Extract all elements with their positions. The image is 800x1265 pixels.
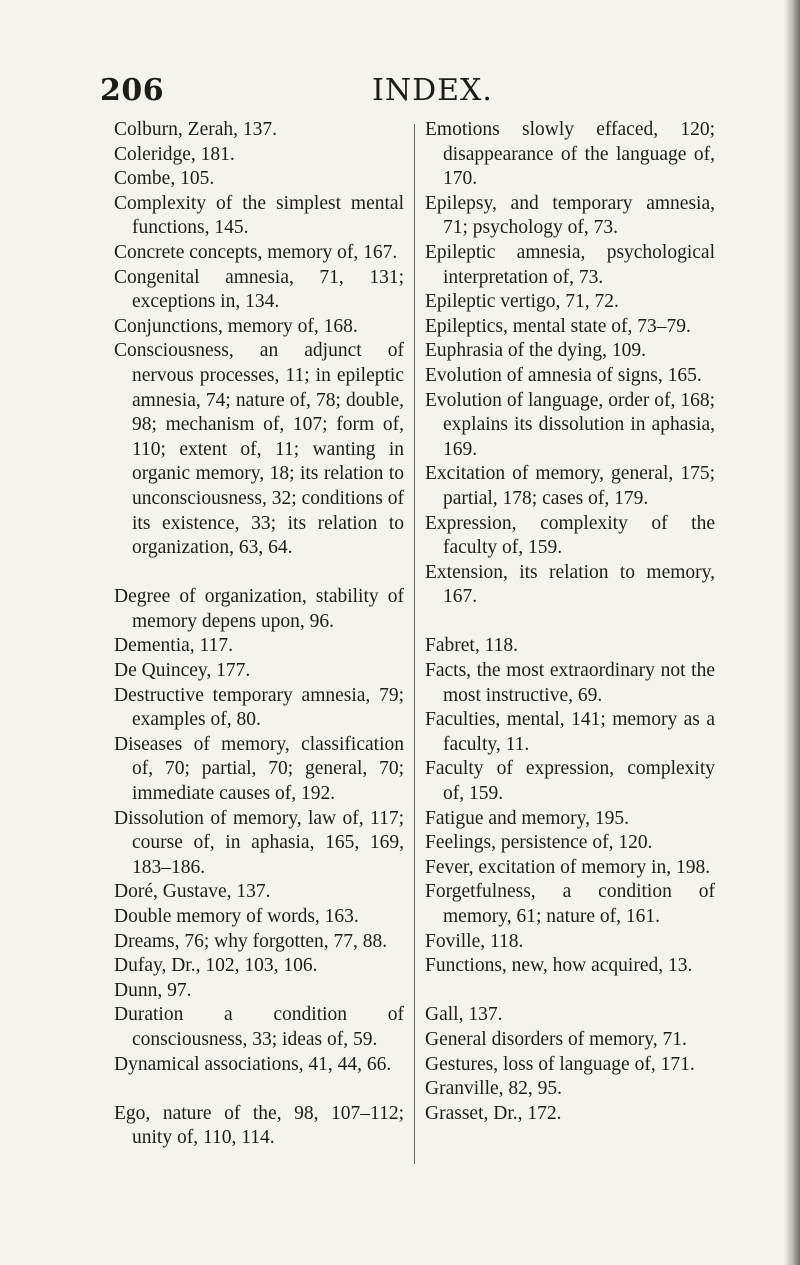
- index-entry: Euphrasia of the dying, 109.: [425, 340, 646, 362]
- index-entry: Dementia, 117.: [114, 635, 233, 657]
- index-entry: Gestures, loss of language of, 171.: [425, 1053, 695, 1075]
- index-entry: Conjunctions, memory of, 168.: [114, 315, 358, 337]
- index-column-right: [425, 118, 715, 1126]
- index-entry: Double memory of words, 163.: [114, 906, 359, 927]
- index-entry: Destructive temporary amnesia, 79; examples of, 80.: [114, 684, 404, 731]
- index-entry: Duration a condition of consciousness, 33; ideas of, 59.: [114, 1004, 404, 1050]
- index-entry: Dufay, Dr., 102, 103, 106.: [114, 955, 318, 977]
- index-entry: Diseases of memory, classification of, 70; partial, 70; general, 70; immediate causes of, 192.: [114, 733, 404, 805]
- index-entry: Fabret, 118.: [425, 635, 518, 657]
- page-header: [0, 62, 800, 112]
- index-entry: Evolution of amnesia of signs, 165.: [425, 364, 702, 386]
- index-entry: Excitation of memory, general, 175; partial, 178; cases of, 179.: [425, 463, 715, 509]
- index-entry: Foville, 118.: [425, 930, 524, 952]
- index-entry: Faculties, mental, 141; memory as a faculty, 11.: [425, 709, 715, 755]
- index-entry: Fatigue and memory, 195.: [425, 807, 629, 829]
- index-entry: Consciousness, an adjunct of nervous processes, 11; in epileptic amnesia, 74; nature of, 78; double, 98; mechanism of, 107; form of, 110; extent of, 11; wanting in organic memory, 18; its relation to unconsciousness, 32; conditions of its existence, 33; its relation to organization, 63, 64.: [114, 340, 404, 559]
- index-entry: De Quincey, 177.: [114, 660, 251, 682]
- index-column-left: [114, 118, 404, 1151]
- index-entry: Epileptic amnesia, psychological interpretation of, 73.: [425, 241, 715, 288]
- index-entry: Epilepsy, and temporary amnesia, 71; psychology of, 73.: [425, 192, 715, 239]
- index-entry: Feelings, persistence of, 120.: [425, 832, 653, 854]
- index-entry: Degree of organization, stability of memory depens upon, 96.: [114, 586, 404, 632]
- index-entry: General disorders of memory, 71.: [425, 1028, 687, 1050]
- column-divider: [414, 124, 415, 1164]
- page-number: 206: [100, 73, 165, 108]
- index-entry: Granville, 82, 95.: [425, 1078, 563, 1100]
- index-entry: Colburn, Zerah, 137.: [114, 119, 278, 140]
- index-entry: Doré, Gustave, 137.: [114, 881, 271, 903]
- index-entry: Forgetfulness, a condition of memory, 61; nature of, 161.: [425, 881, 715, 927]
- page-edge-shadow: [784, 0, 800, 1265]
- index-entry: Epileptics, mental state of, 73–79.: [425, 315, 691, 337]
- index-entry: Fever, excitation of memory in, 198.: [425, 856, 711, 878]
- index-entry: Concrete concepts, memory of, 167.: [114, 241, 398, 263]
- index-entry: Dunn, 97.: [114, 979, 192, 1001]
- index-entry: Ego, nature of the, 98, 107–112; unity of, 110, 114.: [114, 1102, 404, 1149]
- index-entry: Grasset, Dr., 172.: [425, 1102, 562, 1124]
- index-entry: Combe, 105.: [114, 168, 215, 190]
- index-entry: Functions, new, how acquired, 13.: [425, 955, 693, 977]
- index-entry: Extension, its relation to memory, 167.: [425, 561, 715, 608]
- index-entry: Evolution of language, order of, 168; explains its dissolution in aphasia, 169.: [425, 389, 715, 460]
- index-entry: Expression, complexity of the faculty of, 159.: [425, 512, 715, 559]
- index-entry: Epileptic vertigo, 71, 72.: [425, 291, 619, 313]
- index-entry: Dissolution of memory, law of, 117; course of, in aphasia, 165, 169, 183–186.: [114, 807, 404, 878]
- index-entry: Congenital amnesia, 71, 131; exceptions in, 134.: [114, 266, 404, 313]
- index-entry: Complexity of the simplest mental functions, 145.: [114, 192, 404, 239]
- index-entry: Coleridge, 181.: [114, 143, 235, 165]
- running-head: INDEX.: [372, 73, 493, 108]
- index-entry: Gall, 137.: [425, 1004, 503, 1026]
- index-entry: Facts, the most extraordinary not the most instructive, 69.: [425, 660, 715, 706]
- index-entry: Dreams, 76; why forgotten, 77, 88.: [114, 930, 388, 952]
- index-entry: Emotions slowly effaced, 120; disappearance of the language of, 170.: [425, 119, 715, 190]
- index-entry: Faculty of expression, complexity of, 159.: [425, 758, 715, 805]
- index-entry: Dynamical associations, 41, 44, 66.: [114, 1053, 392, 1075]
